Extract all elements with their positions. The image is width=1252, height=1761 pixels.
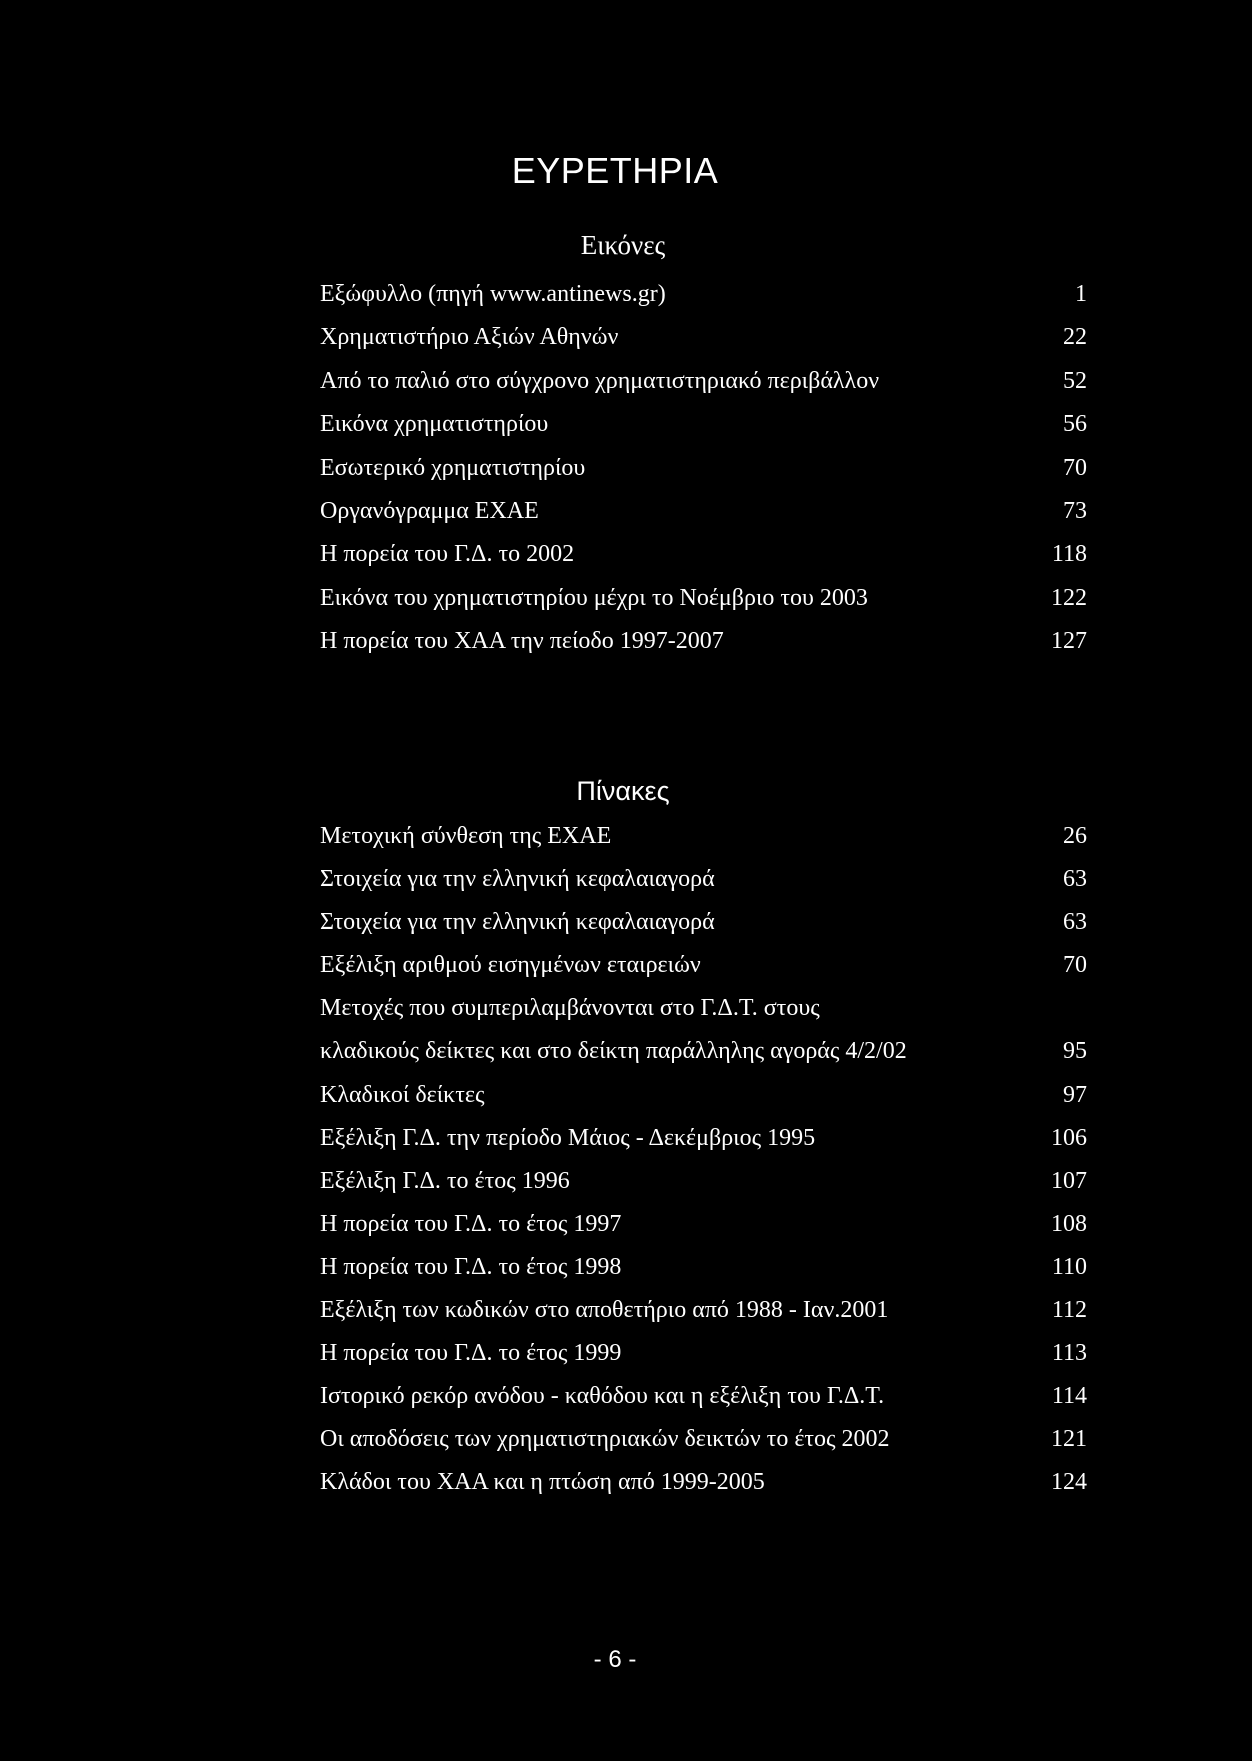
index-entry	[320, 944, 1087, 987]
index-entry	[320, 403, 1087, 446]
entry-title: Η πορεία του Γ.Δ. το έτος 1998	[320, 1253, 622, 1280]
page-number	[0, 1638, 1252, 1682]
entry-page-number: 124	[1051, 1469, 1087, 1496]
entry-page-number: 127	[1051, 628, 1087, 655]
index-entry	[320, 901, 1087, 944]
index-entry	[320, 815, 1087, 858]
entry-page-number: 121	[1051, 1426, 1087, 1453]
index-entry	[320, 316, 1087, 359]
index-entry	[320, 858, 1087, 901]
entry-title: Η πορεία του ΧΑΑ την πείοδο 1997-2007	[320, 628, 724, 655]
entry-title: Εξέλιξη των κωδικών στο αποθετήριο από 1988 - Ιαν.2001	[320, 1297, 889, 1324]
index-entry	[320, 1030, 1087, 1073]
index-entry	[320, 1074, 1087, 1117]
index-entry	[320, 360, 1087, 403]
index-entry	[320, 273, 1087, 316]
entry-title: Μετοχές που συμπεριλαμβάνονται στο Γ.Δ.Τ. στους	[320, 995, 820, 1022]
index-entry	[320, 620, 1087, 663]
entry-title: Μετοχική σύνθεση της ΕΧΑΕ	[320, 823, 612, 849]
entry-title: Στοιχεία για την ελληνική κεφαλαιαγορά	[320, 866, 715, 893]
index-entry	[320, 1117, 1087, 1160]
entry-page-number: 110	[1051, 1253, 1087, 1280]
entry-title: κλαδικούς δείκτες και στο δείκτη παράλληλης αγοράς 4/2/02	[320, 1038, 907, 1065]
entry-page-number: 73	[1063, 497, 1087, 524]
tables-heading-text: Πίνακες	[576, 776, 670, 806]
index-entry	[320, 1203, 1087, 1246]
entry-page-number: 70	[1063, 454, 1087, 481]
entry-page-number: 97	[1063, 1081, 1087, 1108]
entry-page-number: 112	[1051, 1297, 1087, 1324]
entry-page-number: 22	[1063, 324, 1087, 351]
entry-title: Εξέλιξη Γ.Δ. το έτος 1996	[320, 1167, 570, 1194]
entry-page-number: 114	[1051, 1383, 1087, 1410]
page-number-text: - 6 -	[593, 1646, 637, 1673]
index-entry	[320, 1375, 1087, 1418]
figures-heading	[0, 223, 1252, 267]
entry-title: Η πορεία του Γ.Δ. το έτος 1999	[320, 1340, 622, 1367]
index-entry	[320, 987, 1087, 1030]
entry-page-number: 26	[1063, 823, 1087, 849]
page-title-text: ΕΥΡΕΤΗΡΙΑ	[511, 150, 719, 191]
entry-page-number: 63	[1063, 909, 1087, 936]
entry-title: Εσωτερικό χρηματιστηρίου	[320, 454, 586, 481]
entry-title: Οργανόγραμμα ΕΧΑΕ	[320, 497, 539, 524]
entry-title: Εξέλιξη Γ.Δ. την περίοδο Μάιος - Δεκέμβριος 1995	[320, 1124, 816, 1151]
entry-title: Εξέλιξη αριθμού εισηγμένων εταιρειών	[320, 952, 701, 979]
entry-page-number: 113	[1051, 1340, 1087, 1367]
entry-page-number: 63	[1063, 866, 1087, 893]
entry-page-number: 108	[1051, 1210, 1087, 1237]
entry-page-number: 122	[1051, 584, 1087, 611]
index-entry	[320, 1289, 1087, 1332]
index-entry	[320, 577, 1087, 620]
index-entry	[320, 533, 1087, 576]
figures-index-list	[320, 273, 1087, 664]
entry-title: Στοιχεία για την ελληνική κεφαλαιαγορά	[320, 909, 715, 936]
index-entry	[320, 1461, 1087, 1504]
entry-title: Εξώφυλλο (πηγή www.antinews.gr)	[320, 281, 666, 307]
index-entry	[320, 1160, 1087, 1203]
index-entry	[320, 1332, 1087, 1375]
entry-page-number: 56	[1063, 411, 1087, 438]
index-entry	[320, 1418, 1087, 1461]
entry-title: Εικόνα χρηματιστηρίου	[320, 411, 549, 438]
entry-page-number: 106	[1051, 1124, 1087, 1151]
entry-title: Οι αποδόσεις των χρηματιστηριακών δεικτών το έτος 2002	[320, 1426, 890, 1453]
index-entry	[320, 490, 1087, 533]
entry-page-number: 95	[1063, 1038, 1087, 1065]
entry-title: Η πορεία του Γ.Δ. το έτος 1997	[320, 1210, 622, 1237]
entry-title: Χρηματιστήριο Αξιών Αθηνών	[320, 324, 619, 351]
entry-title: Ιστορικό ρεκόρ ανόδου - καθόδου και η εξέλιξη του Γ.Δ.Τ.	[320, 1383, 885, 1410]
entry-page-number: 107	[1051, 1167, 1087, 1194]
index-entry	[320, 1246, 1087, 1289]
entry-page-number: 52	[1063, 367, 1087, 394]
index-entry	[320, 447, 1087, 490]
entry-title: Εικόνα του χρηματιστηρίου μέχρι το Νοέμβριο του 2003	[320, 584, 868, 611]
entry-title: Κλάδοι του ΧΑΑ και η πτώση από 1999-2005	[320, 1469, 765, 1496]
page-title	[0, 149, 1252, 193]
entry-title: Η πορεία του Γ.Δ. το 2002	[320, 541, 575, 568]
figures-heading-text: Εικόνες	[580, 230, 666, 260]
entry-page-number: 118	[1051, 541, 1087, 568]
tables-index-list	[320, 815, 1087, 1505]
entry-title: Από το παλιό στο σύγχρονο χρηματιστηριακό περιβάλλον	[320, 367, 880, 394]
entry-title: Κλαδικοί δείκτες	[320, 1081, 485, 1108]
entry-page-number: 70	[1063, 952, 1087, 979]
tables-heading	[0, 769, 1252, 813]
entry-page-number: 1	[1075, 281, 1087, 307]
